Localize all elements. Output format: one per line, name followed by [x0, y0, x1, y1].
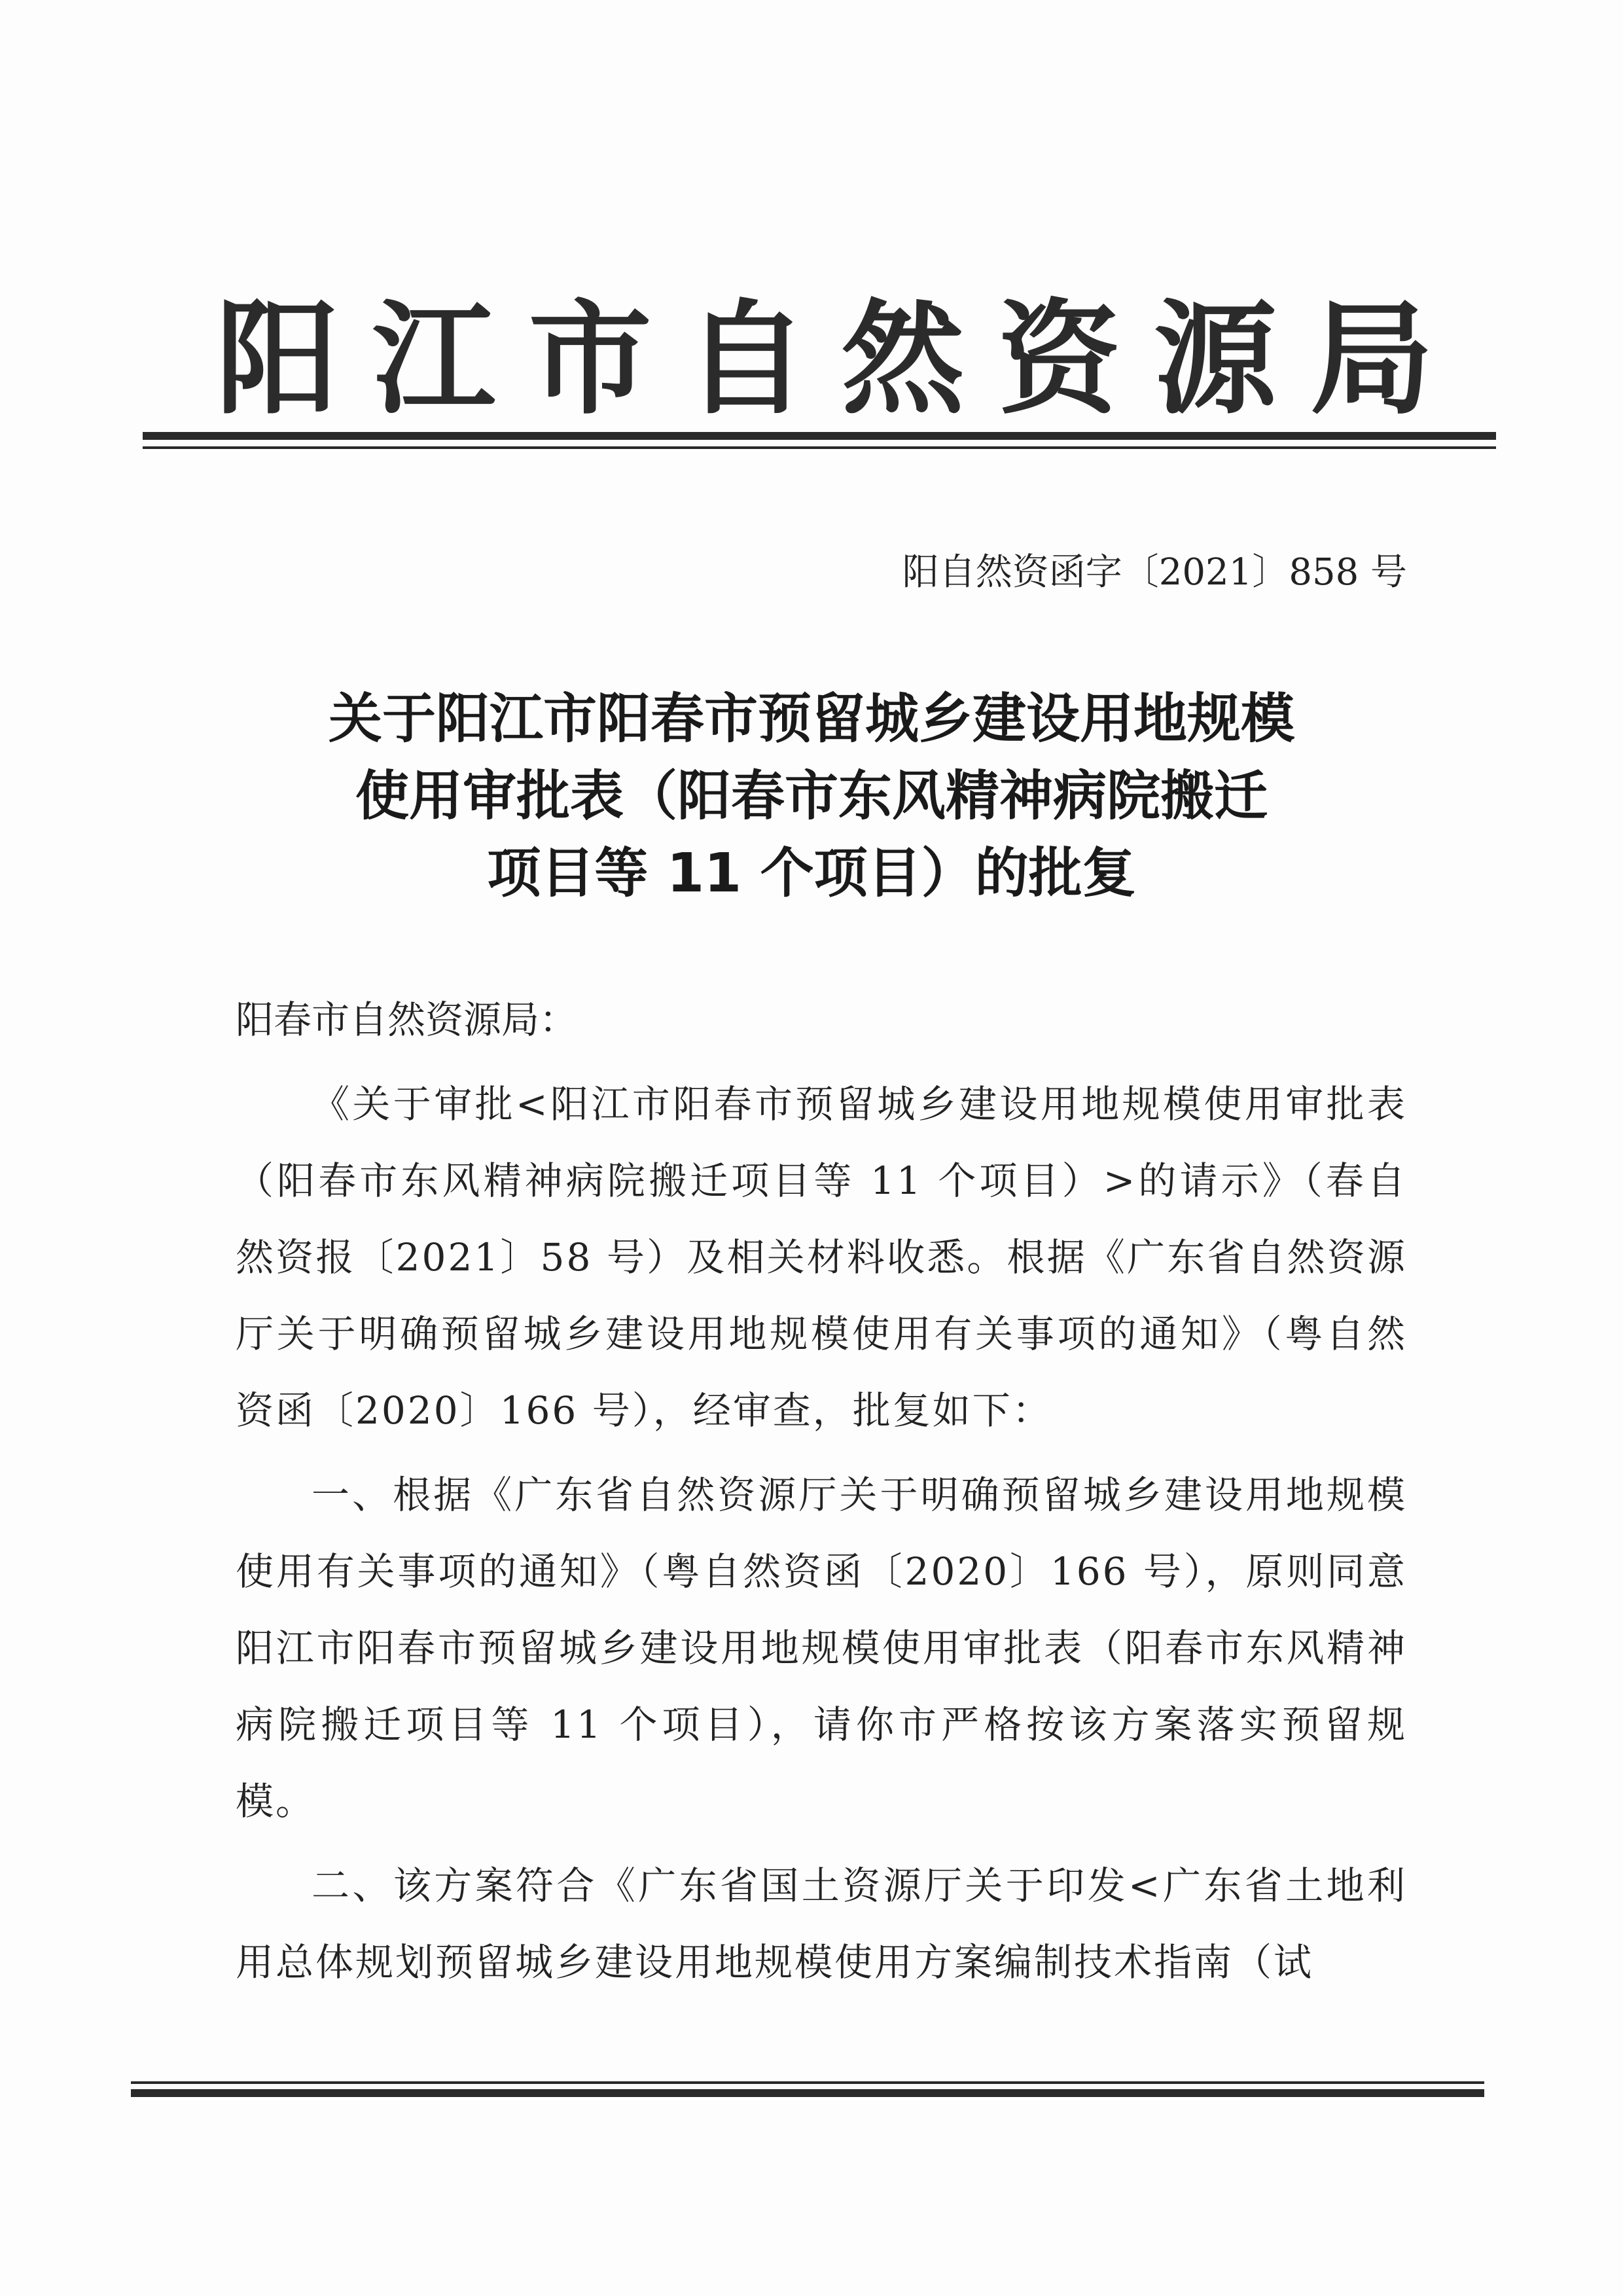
masthead-char: 资: [997, 288, 1121, 431]
salutation: 阳春市自然资源局：: [236, 997, 578, 1042]
masthead-char: 阳: [216, 288, 339, 431]
masthead-rule-thin: [143, 446, 1496, 449]
masthead-char: 局: [1310, 288, 1433, 431]
masthead-char: 市: [528, 288, 652, 431]
paragraph: 二、该方案符合《广东省国土资源厅关于印发<广东省土地利用总体规划预留城乡建设用地规模使用方案编制技术指南（试: [236, 1863, 1407, 1984]
masthead-char: 江: [372, 288, 495, 431]
masthead-char: 自: [685, 288, 808, 431]
masthead-char: 然: [841, 288, 965, 431]
title-line: 使用审批表（阳春市东风精神病院搬迁: [355, 765, 1268, 827]
masthead-title: [216, 288, 1433, 432]
title-line: 关于阳江市阳春市预留城乡建设用地规模: [328, 688, 1294, 750]
title-line: 项目等 11 个项目）的批复: [487, 842, 1136, 905]
document-title: [196, 681, 1427, 912]
document-body: [236, 982, 1407, 2009]
paragraph: 一、根据《广东省自然资源厅关于明确预留城乡建设用地规模使用有关事项的通知》（粤自然资函〔2020〕166 号），原则同意阳江市阳春市预留城乡建设用地规模使用审批表（阳春市东风精神病院搬迁项目等 11 个项目），请你市严格按该方案落实预留规模。: [236, 1473, 1407, 1823]
footer-rule-thin: [131, 2081, 1484, 2084]
document-number: 阳自然资函字〔2021〕858 号: [902, 551, 1407, 594]
masthead-rule-thick: [143, 432, 1496, 440]
paragraph: 《关于审批<阳江市阳春市预留城乡建设用地规模使用审批表（阳春市东风精神病院搬迁项目等 11 个项目）>的请示》（春自然资报〔2021〕58 号）及相关材料收悉。根据《广东省自然资源厅关于明确预留城乡建设用地规模使用有关事项的通知》（粤自然资函〔2020〕166 号），经审查，批复如下：: [236, 1082, 1407, 1433]
footer-rule-thick: [131, 2089, 1484, 2097]
masthead-char: 源: [1154, 288, 1277, 431]
